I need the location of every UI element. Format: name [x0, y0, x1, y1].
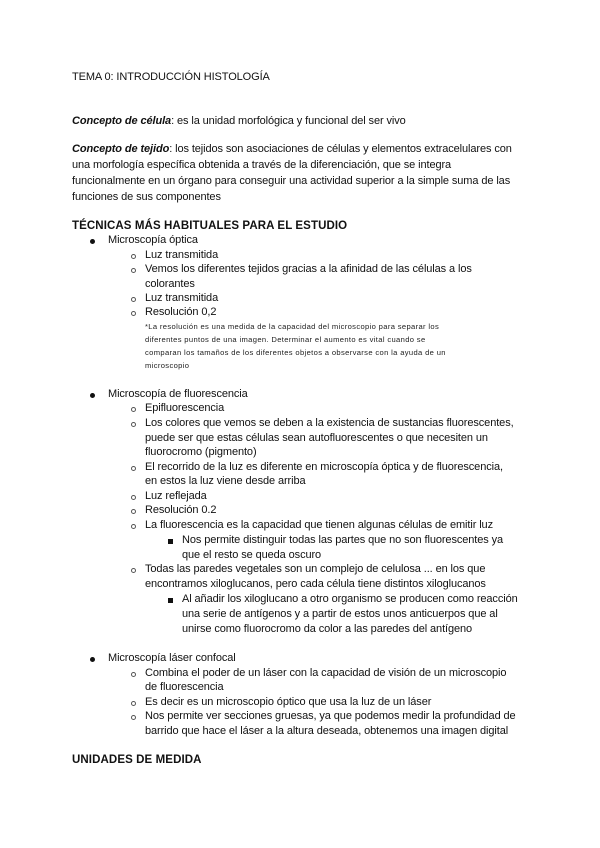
resolution-note: diferentes puntos de una imagen. Determinar el aumento es vital cuando se [145, 335, 426, 344]
list-item: Resolución 0,2 [145, 306, 217, 318]
list-item-line: de fluorescencia [145, 681, 224, 693]
list-item-line: colorantes [145, 278, 195, 290]
circle-bullet-icon [131, 701, 136, 706]
square-bullet-icon [168, 539, 173, 544]
list-item-fluorescence: Microscopía de fluorescencia [108, 388, 248, 400]
sub-list-item: Al añadir los xiloglucano a otro organismo se producen como reacción [182, 593, 518, 605]
circle-bullet-icon [131, 568, 136, 573]
list-item: Es decir es un microscopio óptico que usa la luz de un láser [145, 696, 432, 708]
list-item: La fluorescencia es la capacidad que tienen algunas células de emitir luz [145, 519, 493, 531]
list-item: Luz transmitida [145, 249, 219, 261]
resolution-note: microscopio [145, 361, 190, 370]
list-item-line: puede ser que estas células sean autofluorescentes o que necesiten un [145, 432, 488, 444]
circle-bullet-icon [131, 311, 136, 316]
sub-list-item: Nos permite distinguir todas las partes que no son fluorescentes ya [182, 534, 504, 546]
circle-bullet-icon [131, 509, 136, 514]
list-item: El recorrido de la luz es diferente en microscopía óptica y de fluorescencia, [145, 461, 503, 473]
cell-concept-term: Concepto de célula [72, 115, 172, 127]
list-item: Epifluorescencia [145, 402, 225, 414]
list-item-confocal: Microscopía láser confocal [108, 652, 236, 664]
cell-concept-text: : es la unidad morfológica y funcional del ser vivo [171, 115, 406, 127]
tissue-concept-line: una morfología específica obtenida a través de la diferenciación, que se integra [72, 159, 452, 171]
bullet-icon [90, 239, 95, 244]
sub-list-item-line: una serie de antígenos y a partir de estos unos anticuerpos que al [182, 608, 498, 620]
list-item-optical: Microscopía óptica [108, 234, 198, 246]
list-item-line: encontramos xiloglucanos, pero cada célula tiene distintos xiloglucanos [145, 578, 486, 590]
list-item-line: fluorocromo (pigmento) [145, 446, 257, 458]
cell-concept [72, 115, 406, 128]
list-item-line: barrido que hace el láser a la altura deseada, obtenemos una imagen digital [145, 725, 509, 737]
tissue-concept [72, 143, 512, 156]
list-item: Luz transmitida [145, 292, 219, 304]
document-title: TEMA 0: INTRODUCCIÓN HISTOLOGÍA [72, 71, 270, 83]
circle-bullet-icon [131, 422, 136, 427]
section-heading-units: UNIDADES DE MEDIDA [72, 754, 202, 766]
tissue-concept-line: funciones de sus componentes [72, 191, 221, 203]
sub-list-item-line: que el resto se queda oscuro [182, 549, 322, 561]
tissue-concept-text: : los tejidos son asociaciones de células y elementos extracelulares con [169, 143, 512, 155]
list-item: Todas las paredes vegetales son un complejo de celulosa ... en los que [145, 563, 486, 575]
sub-list-item-line: unirse como fluorocromo da color a las paredes del antígeno [182, 623, 473, 635]
circle-bullet-icon [131, 672, 136, 677]
list-item: Resolución 0.2 [145, 504, 217, 516]
section-heading-techniques: TÉCNICAS MÁS HABITUALES PARA EL ESTUDIO [72, 220, 348, 232]
circle-bullet-icon [131, 466, 136, 471]
circle-bullet-icon [131, 524, 136, 529]
list-item: Nos permite ver secciones gruesas, ya que podemos medir la profundidad de [145, 710, 516, 722]
bullet-icon [90, 393, 95, 398]
bullet-icon [90, 657, 95, 662]
tissue-concept-term: Concepto de tejido [72, 143, 170, 155]
list-item: Vemos los diferentes tejidos gracias a la afinidad de las células a los [145, 263, 472, 275]
list-item: Los colores que vemos se deben a la existencia de sustancias fluorescentes, [145, 417, 514, 429]
resolution-note: comparan los tamaños de los diferentes objetos a observarse con la ayuda de un [145, 348, 446, 357]
square-bullet-icon [168, 598, 173, 603]
tissue-concept-line: funcionalmente en un órgano para conseguir una actividad superior a la simple suma de las [72, 175, 511, 187]
circle-bullet-icon [131, 254, 136, 259]
resolution-note: *La resolución es una medida de la capacidad del microscopio para separar los [145, 322, 440, 331]
circle-bullet-icon [131, 495, 136, 500]
list-item-line: en estos la luz viene desde arriba [145, 475, 306, 487]
circle-bullet-icon [131, 715, 136, 720]
circle-bullet-icon [131, 297, 136, 302]
circle-bullet-icon [131, 268, 136, 273]
list-item: Combina el poder de un láser con la capacidad de visión de un microscopio [145, 667, 507, 679]
list-item: Luz reflejada [145, 490, 207, 502]
circle-bullet-icon [131, 407, 136, 412]
